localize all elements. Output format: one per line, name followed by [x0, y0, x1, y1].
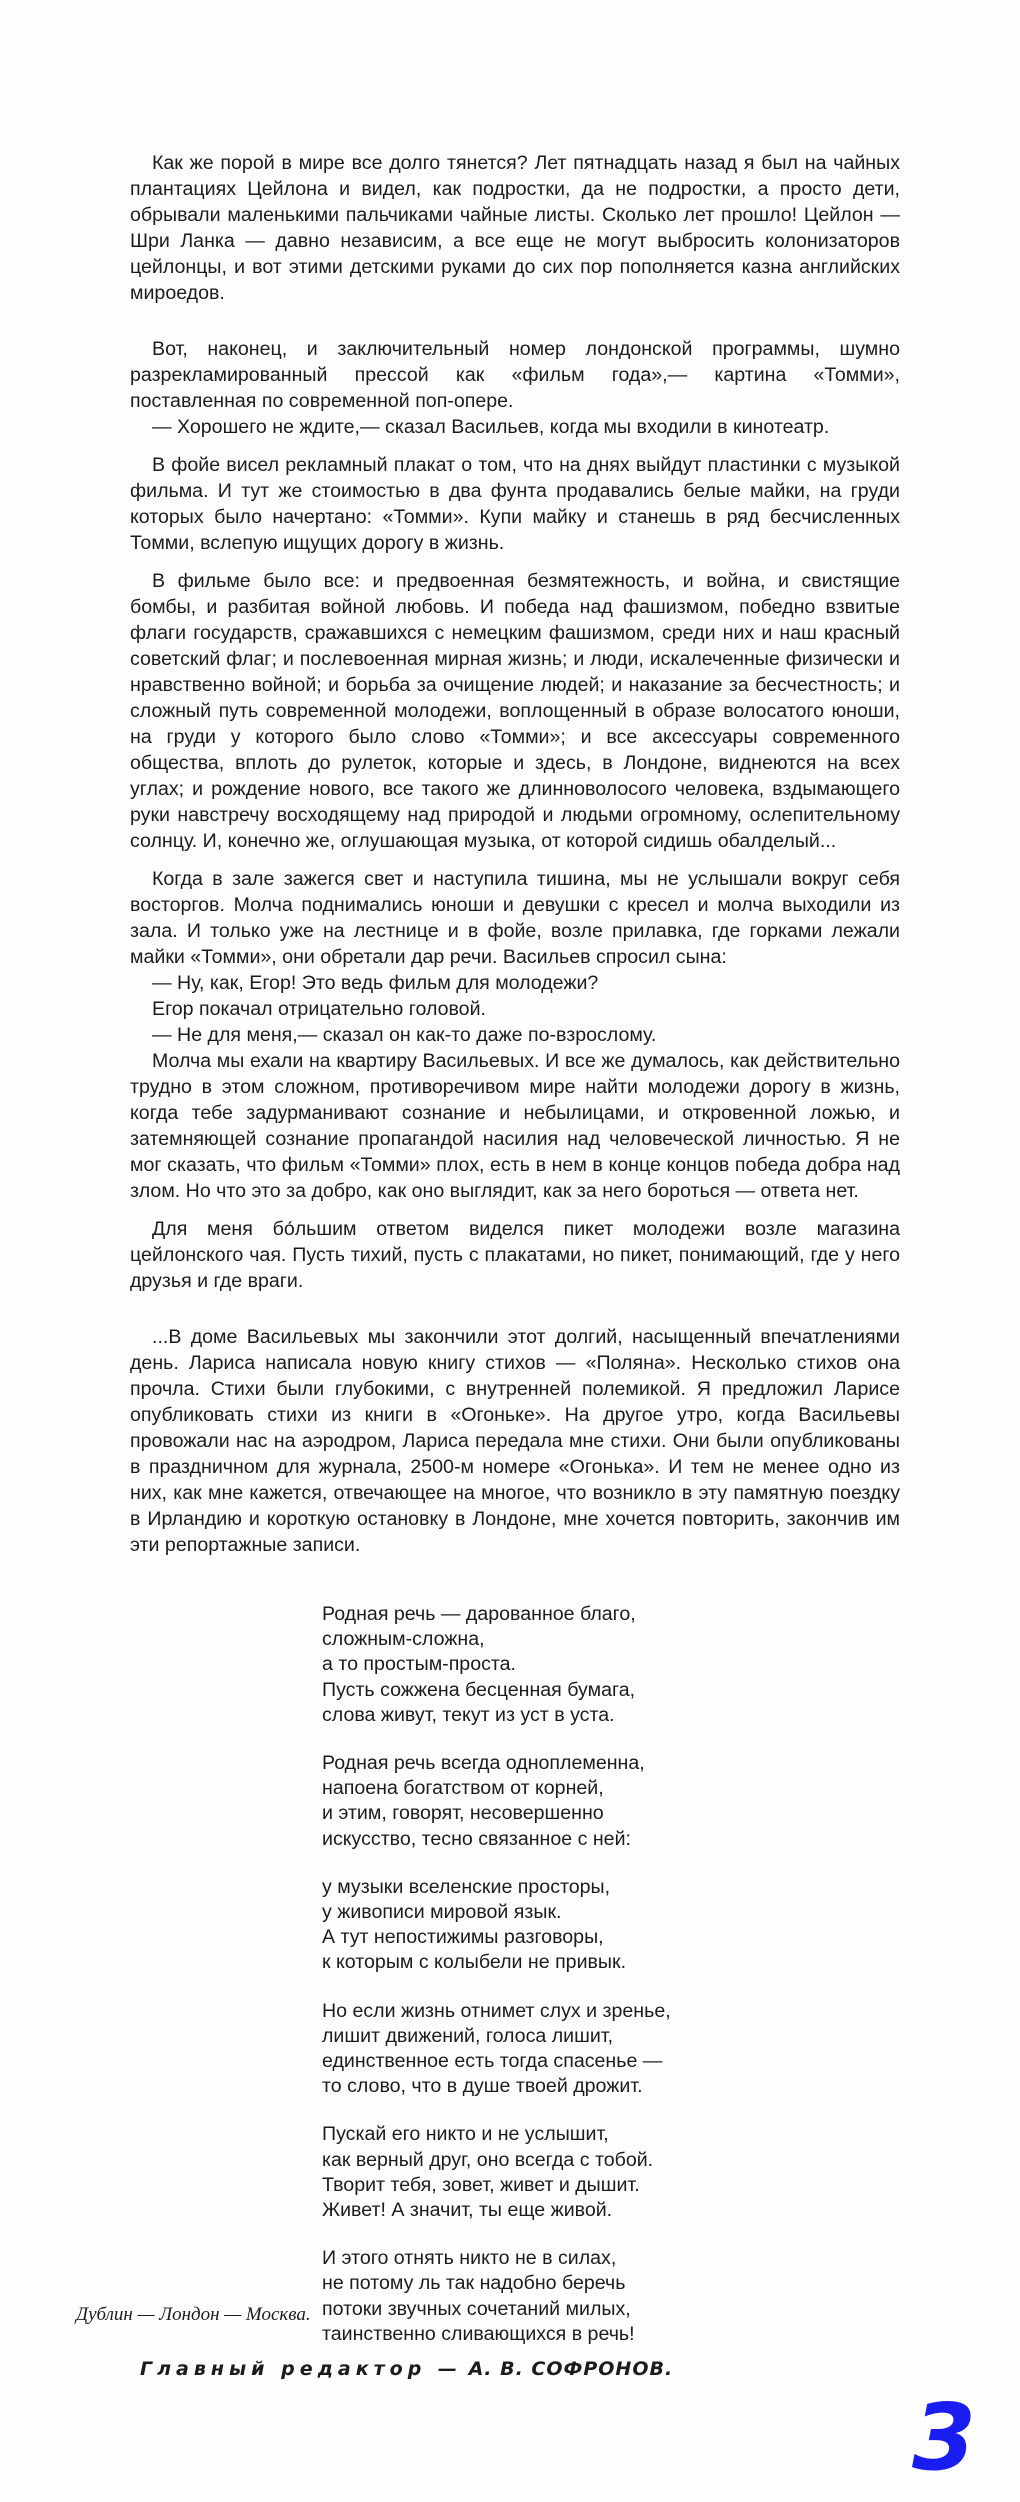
article-paragraph: — Не для меня,— сказал он как-то даже по-взрослому. — [152, 1024, 657, 1046]
poem-line: И этого отнять никто не в силах, — [322, 2247, 617, 2270]
editor-credit — [140, 2358, 673, 2380]
poem-stanza — [322, 2246, 792, 2347]
dateline-places: Дублин — Лондон — Москва. — [76, 2304, 311, 2325]
article-paragraph: — Хорошего не ждите,— сказал Васильев, когда мы входили в кинотеатр. — [152, 416, 830, 438]
poem-line: Живет! А значит, ты еще живой. — [322, 2199, 613, 2222]
article-body — [130, 150, 900, 1558]
editor-name: А. В. СОФРОНОВ. — [468, 2358, 674, 2380]
article-paragraph: — Ну, как, Егор! Это ведь фильм для молодежи? — [152, 972, 599, 994]
poem-line: Родная речь — дарованное благо, — [322, 1603, 636, 1625]
poem-line: то слово, что в душе твоей дрожит. — [322, 2075, 643, 2098]
poem-line: сложным-сложна, — [322, 1628, 485, 1651]
poem-line: у музыки вселенские просторы, — [322, 1875, 611, 1898]
poem-line: Но если жизнь отнимет слух и зренье, — [322, 1999, 671, 2022]
poem-stanza — [322, 1875, 792, 1976]
poem-line: Пускай его никто и не услышит, — [322, 2123, 609, 2146]
poem-line: искусство, тесно связанное с ней: — [322, 1827, 631, 1850]
poem-line: и этим, говорят, несовершенно — [322, 1802, 604, 1825]
article-paragraph: Вот, наконец, и заключительный номер лондонской программы, шумно разрекламированный прессой как «фильм года»,— картина «Томми», поставленная по современной поп-опере. — [130, 338, 900, 412]
article-paragraph: Когда в зале зажегся свет и наступила тишина, мы не услышали вокруг себя восторгов. Молча поднимались юноши и девушки с кресел и молча выходили из зала. И только уже на лестнице и в фойе, возле прилавка, где горками лежали майки «Томми», они обретали дар речи. Васильев спросил сына: — [130, 868, 900, 968]
poem-line: а то простым-проста. — [322, 1653, 516, 1676]
article-paragraph: В фильме было все: и предвоенная безмятежность, и война, и свистящие бомбы, и разбитая войной любовь. И победа над фашизмом, победно взвитые флаги государств, сражавшихся с немецким фашизмом, среди них и наш красный советский флаг; и послевоенная мирная жизнь; и люди, искалеченные физически и нравственно войной; и борьба за очищение людей; и наказание за бесчестность; и сложный путь современной молодежи, воплощенный в образе волосатого юноши, на груди у которого было слово «Томми»; и все аксессуары современного общества, вплоть до рулеток, которые и здесь, в Лондоне, виднеются на всех углах; и рождение нового, все такого же длинноволосого человека, вздымающего руки навстречу восходящему над природой и людьми огромному, ослепительному солнцу. И, конечно же, оглушающая музыка, от которой сидишь обалделый... — [130, 570, 900, 852]
article-paragraph: Для меня бо́льшим ответом виделся пикет молодежи возле магазина цейлонского чая. Пусть тихий, пусть с плакатами, но пикет, понимающий, где у него друзья и где враги. — [130, 1218, 900, 1292]
poem-line: А тут непостижимы разговоры, — [322, 1926, 604, 1949]
article-paragraph: Егор покачал отрицательно головой. — [152, 998, 486, 1020]
poem-line: единственное есть тогда спасенье — — [322, 2050, 663, 2073]
poem-line: потоки звучных сочетаний милых, — [322, 2297, 631, 2320]
article-paragraph: Как же порой в мире все долго тянется? Лет пятнадцать назад я был на чайных плантациях Цейлона и видел, как подростки, да не подростки, а просто дети, обрывали маленькими пальчиками чайные листы. Сколько лет прошло! Цейлон — Шри Ланка — давно независим, а все еще не могут выбросить колонизаторов цейлонцы, и вот этими детскими руками до сих пор пополняется казна английских мироедов. — [130, 152, 900, 304]
poem-stanza — [322, 2122, 792, 2223]
poem-stanza — [322, 1999, 792, 2100]
poem-line: лишит движений, голоса лишит, — [322, 2024, 614, 2047]
poem-line: таинственно сливающихся в речь! — [322, 2322, 635, 2345]
poem-stanza — [322, 1751, 792, 1852]
poem-line: Пусть сожжена бесценная бумага, — [322, 1678, 636, 1701]
article-paragraph: Молча мы ехали на квартиру Васильевых. И все же думалось, как действительно трудно в этом сложном, противоречивом мире найти молодежи дорогу в жизнь, когда тебе задурманивают сознание и небылицами, и откровенной ложью, и затемняющей сознание пропагандой насилия над человеческой личностью. Я не мог сказать, что фильм «Томми» плох, есть в нем в конце концов победа добра над злом. Но что это за добро, как оно выглядит, как за него бороться — ответа нет. — [130, 1050, 900, 1202]
poem-line: у живописи мировой язык. — [322, 1901, 562, 1924]
poem-line: не потому ль так надобно беречь — [322, 2272, 626, 2295]
poem-line: Родная речь всегда одноплеменна, — [322, 1752, 645, 1775]
poem-line: напоена богатством от корней, — [322, 1777, 604, 1800]
poem-stanza — [322, 1602, 792, 1728]
poem-line: как верный друг, оно всегда с тобой. — [322, 2148, 654, 2171]
editor-label: Главный редактор — — [140, 2358, 462, 2380]
page-number: 3 — [912, 2384, 977, 2491]
poem-line: к которым с колыбели не привык. — [322, 1951, 627, 1974]
poem-line: слова живут, текут из уст в уста. — [322, 1703, 615, 1726]
poem — [322, 1602, 792, 2370]
article-paragraph: В фойе висел рекламный плакат о том, что на днях выйдут пластинки с музыкой фильма. И тут же стоимостью в два фунта продавались белые майки, на груди которых было начертано: «Томми». Купи майку и станешь в ряд бесчисленных Томми, вслепую ищущих дорогу в жизнь. — [130, 454, 900, 554]
poem-line: Творит тебя, зовет, живет и дышит. — [322, 2173, 640, 2196]
article-paragraph: ...В доме Васильевых мы закончили этот долгий, насыщенный впечатлениями день. Лариса написала новую книгу стихов — «Поляна». Несколько стихов она прочла. Стихи были глубокими, с внутренней полемикой. Я предложил Ларисе опубликовать стихи из книги в «Огоньке». На другое утро, когда Васильевы провожали нас на аэродром, Лариса передала мне стихи. Они были опубликованы в праздничном для журнала, 2500-м номере «Огонька». И тем не менее одно из них, как мне кажется, отвечающее на многое, что возникло в эту памятную поездку в Ирландию и короткую остановку в Лондоне, мне хочется повторить, закончив им эти репортажные записи. — [130, 1326, 900, 1556]
